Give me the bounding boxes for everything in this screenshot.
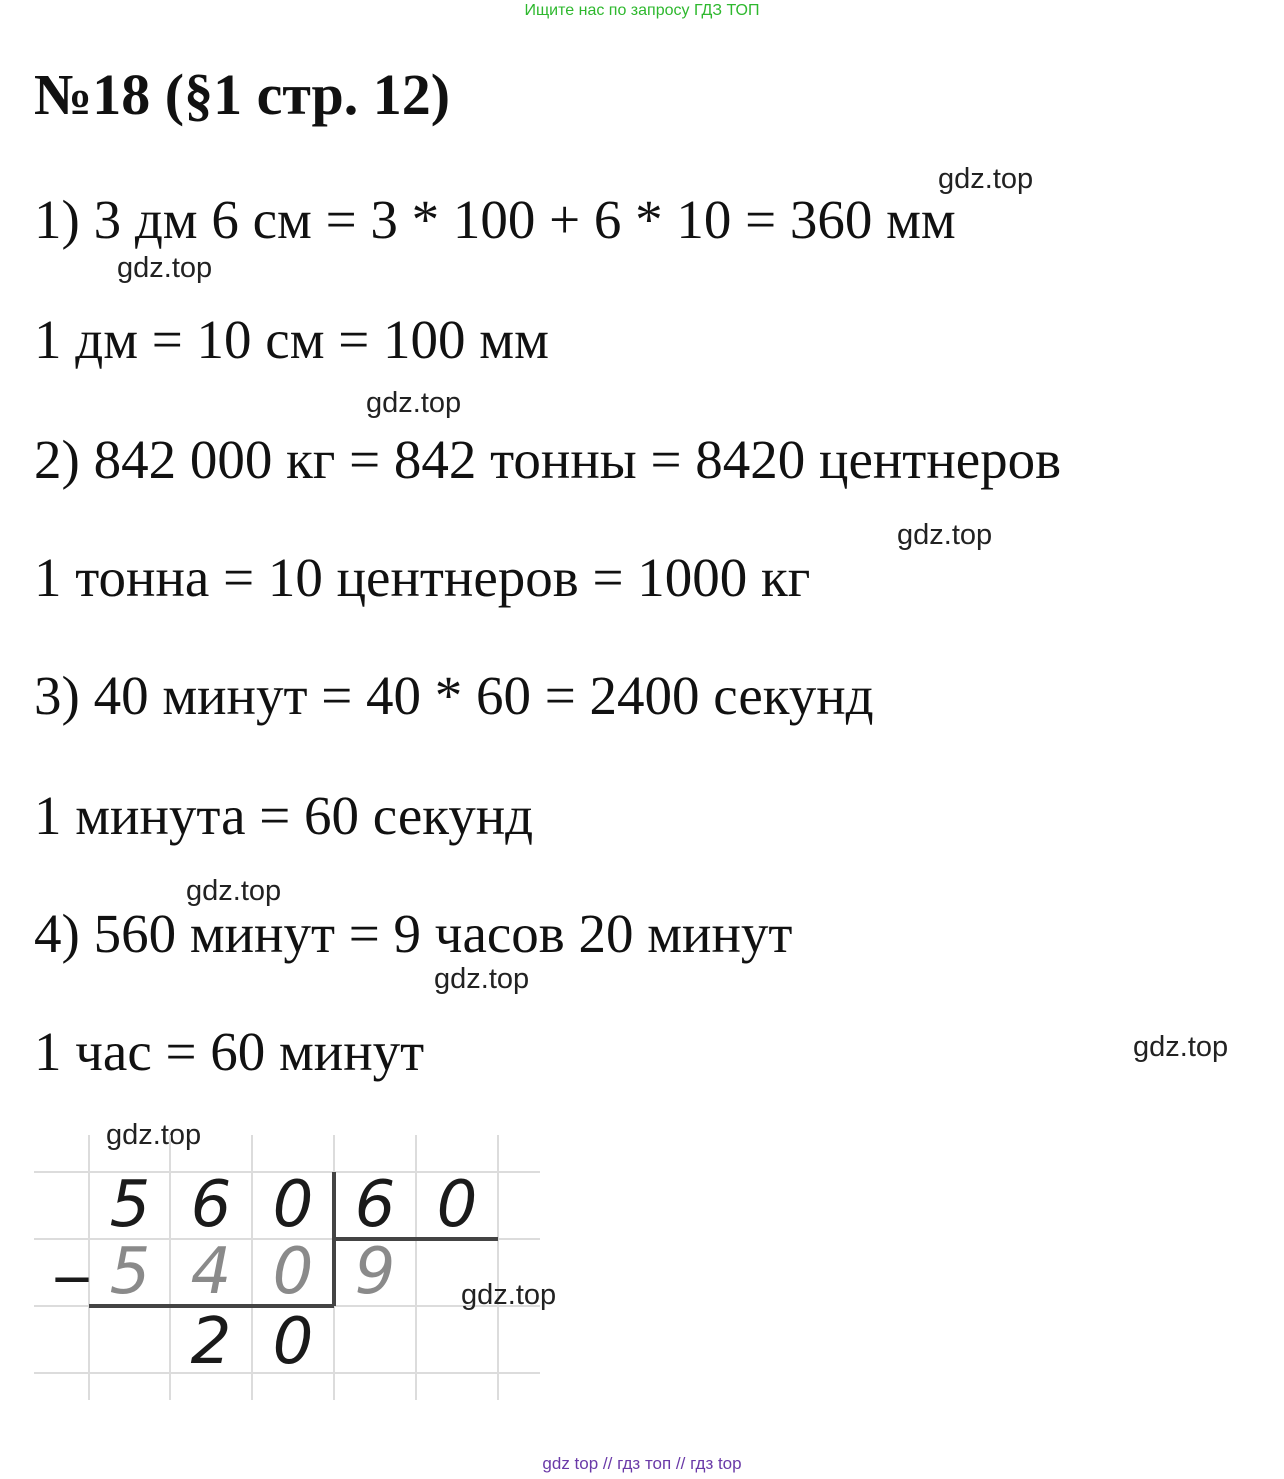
- solution-line-8: 1 час = 60 минут: [34, 1021, 425, 1082]
- divisor-digit: 6: [354, 1168, 396, 1242]
- watermark: gdz.top: [106, 1119, 202, 1151]
- watermark: gdz.top: [938, 163, 1034, 195]
- remainder-digit: 0: [272, 1305, 314, 1379]
- dividend-digit: 6: [190, 1168, 232, 1242]
- subtrahend-digit: 5: [109, 1235, 151, 1309]
- dividend-digit: 0: [272, 1168, 314, 1242]
- watermark: gdz.top: [366, 387, 462, 419]
- solution-line-6: 1 минута = 60 секунд: [34, 785, 534, 846]
- remainder-digit: 2: [190, 1305, 232, 1379]
- quotient-digit: 9: [354, 1235, 396, 1309]
- watermark: gdz.top: [461, 1279, 557, 1311]
- subtrahend-digit: 0: [272, 1235, 314, 1309]
- solution-line-5: 3) 40 минут = 40 * 60 = 2400 секунд: [34, 665, 874, 726]
- solution-line-4: 1 тонна = 10 центнеров = 1000 кг: [34, 547, 811, 608]
- footer-links: gdz top // гдз топ // гдз top: [542, 1454, 742, 1473]
- subtrahend-digit: 4: [190, 1235, 232, 1309]
- page-title: №18 (§1 стр. 12): [34, 62, 451, 127]
- watermark: gdz.top: [117, 252, 213, 284]
- subtraction-sign: _: [56, 1209, 88, 1283]
- solution-line-7: 4) 560 минут = 9 часов 20 минут: [34, 903, 793, 964]
- watermark: gdz.top: [1133, 1031, 1229, 1063]
- watermark: gdz.top: [186, 875, 282, 907]
- watermark: gdz.top: [897, 519, 993, 551]
- top-banner: Ищите нас по запросу ГДЗ ТОП: [524, 2, 760, 19]
- solution-line-1: 1) 3 дм 6 см = 3 * 100 + 6 * 10 = 360 мм: [34, 189, 956, 250]
- solution-line-2: 1 дм = 10 см = 100 мм: [34, 309, 549, 370]
- divisor-digit: 0: [436, 1168, 478, 1242]
- dividend-digit: 5: [109, 1168, 151, 1242]
- solution-line-3: 2) 842 000 кг = 842 тонны = 8420 центнеров: [34, 429, 1062, 490]
- watermark: gdz.top: [434, 963, 530, 995]
